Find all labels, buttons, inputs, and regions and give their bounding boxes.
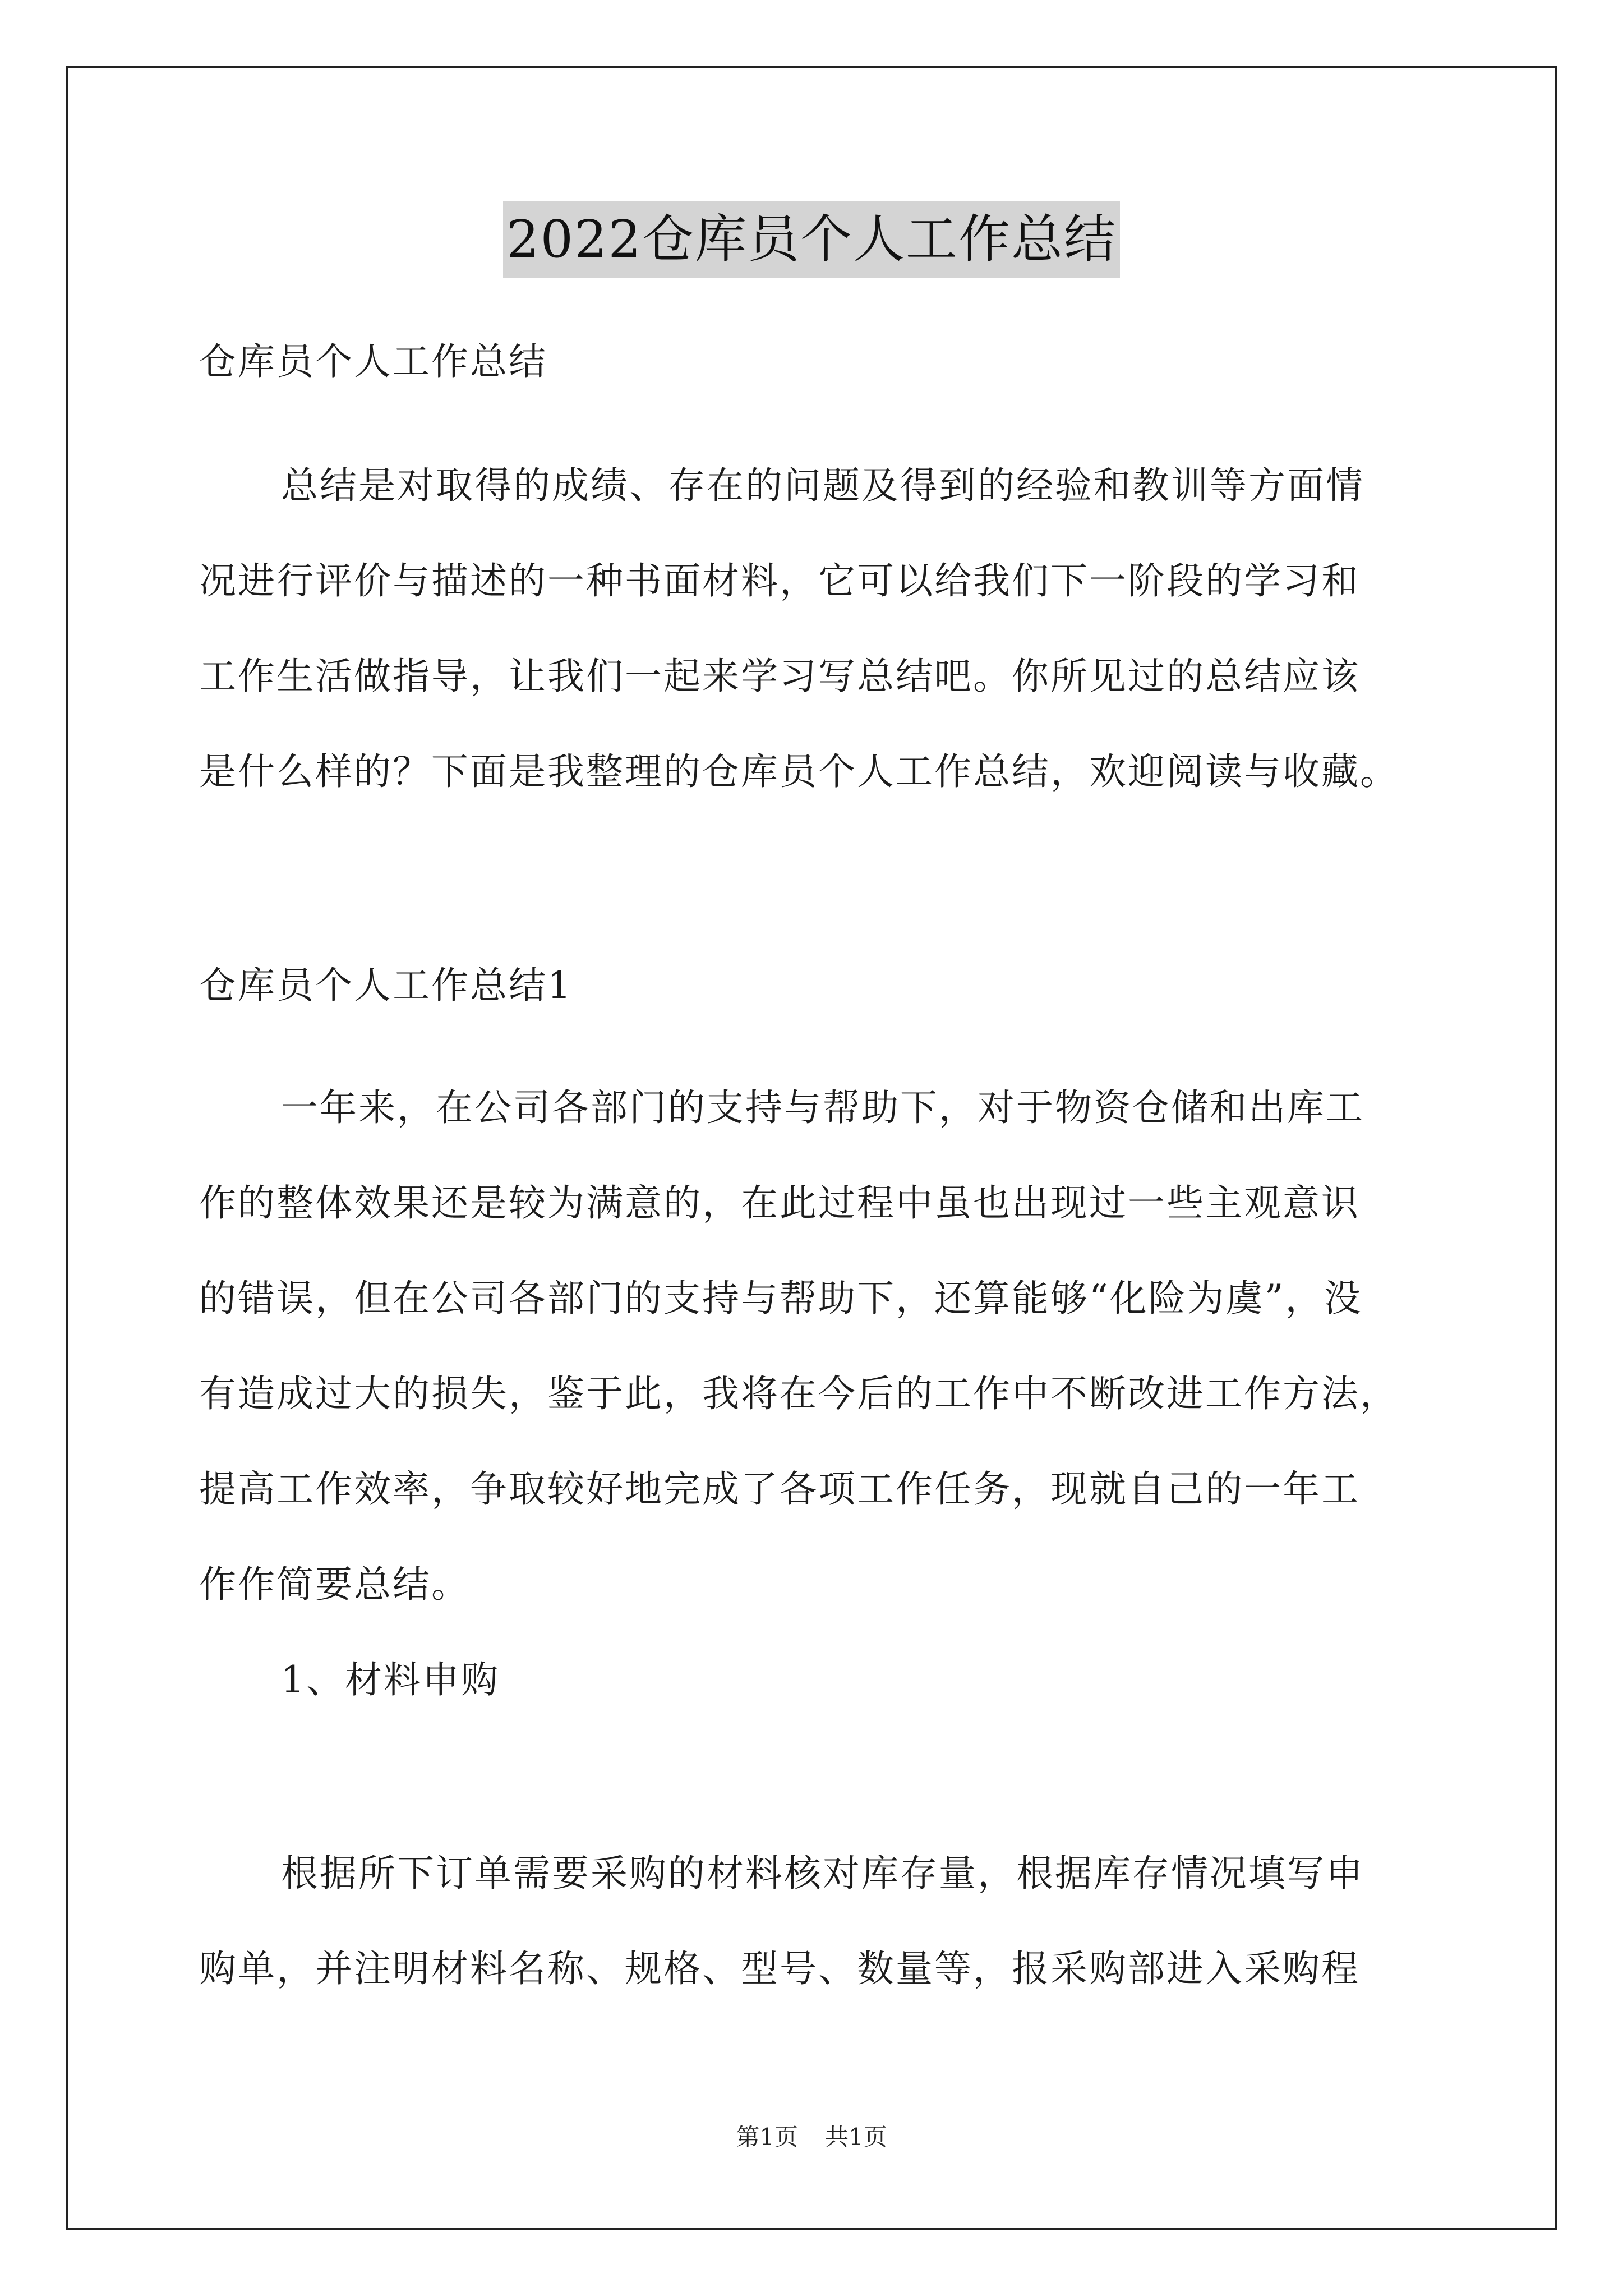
- page-number-current: 第1页: [736, 2123, 798, 2151]
- intro-line-3: 工作生活做指导，让我们一起来学习写总结吧。你所见过的总结应该: [199, 655, 1360, 698]
- intro-line-4: 是什么样的？下面是我整理的仓库员个人工作总结，欢迎阅读与收藏。: [199, 750, 1399, 793]
- item1-line-1: 根据所下订单需要采购的材料核对库存量，根据库存情况填写申: [281, 1852, 1364, 1895]
- item1-line-2: 购单，并注明材料名称、规格、型号、数量等，报采购部进入采购程: [199, 1947, 1360, 1990]
- document-title: 2022仓库员个人工作总结: [503, 201, 1120, 278]
- section1-line-4: 有造成过大的损失，鉴于此，我将在今后的工作中不断改进工作方法，: [199, 1372, 1399, 1415]
- page-footer: [0, 2120, 1623, 2154]
- section1-heading: 仓库员个人工作总结1: [199, 964, 573, 1007]
- page-number-total: 共1页: [825, 2123, 887, 2151]
- section1-line-6: 作作简要总结。: [199, 1563, 470, 1606]
- section1-line-5: 提高工作效率，争取较好地完成了各项工作任务，现就自己的一年工: [199, 1467, 1360, 1511]
- intro-line-2: 况进行评价与描述的一种书面材料，它可以给我们下一阶段的学习和: [199, 559, 1360, 602]
- intro-line-1: 总结是对取得的成绩、存在的问题及得到的经验和教训等方面情: [281, 464, 1364, 507]
- title-wrap: [0, 201, 1623, 278]
- document-subtitle: 仓库员个人工作总结: [199, 340, 547, 383]
- section1-line-2: 作的整体效果还是较为满意的，在此过程中虽也出现过一些主观意识: [199, 1181, 1360, 1225]
- item1-heading: 1、材料申购: [281, 1658, 500, 1701]
- section1-line-1: 一年来，在公司各部门的支持与帮助下，对于物资仓储和出库工: [281, 1086, 1364, 1129]
- section1-line-3: 的错误，但在公司各部门的支持与帮助下，还算能够“化险为虞”，没: [199, 1277, 1363, 1320]
